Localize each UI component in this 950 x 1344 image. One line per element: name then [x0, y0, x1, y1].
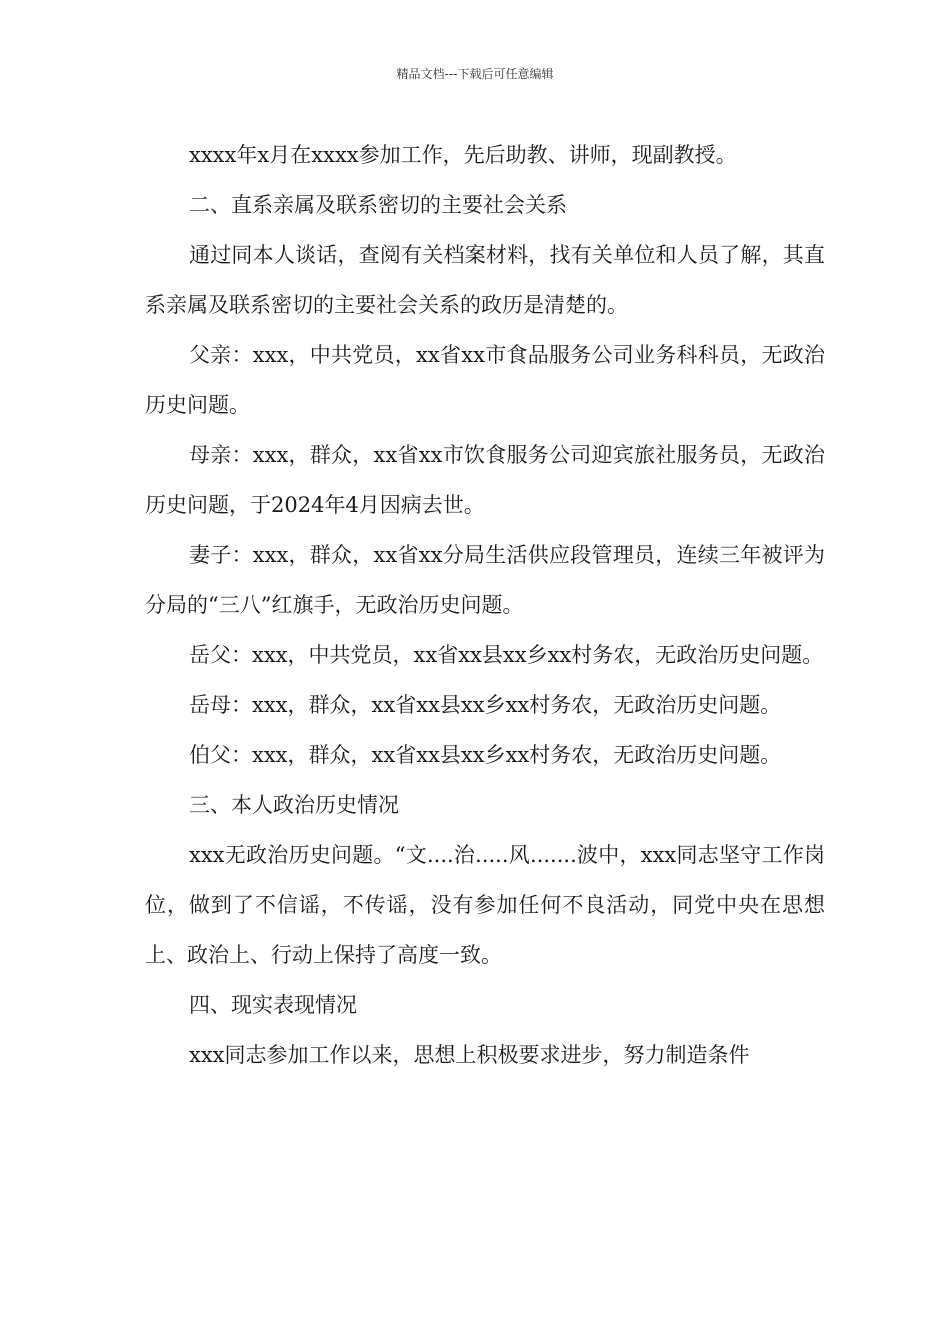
- paragraph-work-history: xxxx年x月在xxxx参加工作，先后助教、讲师，现副教授。: [189, 143, 737, 167]
- paragraph-wife: 妻子：xxx，群众，xx省xx分局生活供应段管理员，连续三年被评为分局的“三八”红旗手，无政治历史问题。: [145, 543, 825, 617]
- paragraph-father: 父亲：xxx，中共党员，xx省xx市食品服务公司业务科科员，无政治历史问题。: [145, 343, 825, 417]
- paragraph-mother: 母亲：xxx，群众，xx省xx市饮食服务公司迎宾旅社服务员，无政治历史问题，于2024年4月因病去世。: [145, 443, 825, 517]
- paragraph-father-in-law: 岳父：xxx，中共党员，xx省xx县xx乡xx村务农，无政治历史问题。: [189, 643, 824, 667]
- paragraph-current-performance: xxx同志参加工作以来，思想上积极要求进步，努力制造条件: [189, 1043, 750, 1067]
- section-heading-political-history: 三、本人政治历史情况: [189, 793, 399, 817]
- section-heading-relations: 二、直系亲属及联系密切的主要社会关系: [189, 193, 567, 217]
- paragraph-mother-in-law: 岳母：xxx，群众，xx省xx县xx乡xx村务农，无政治历史问题。: [189, 693, 782, 717]
- paragraph-relations-summary: 通过同本人谈话，查阅有关档案材料，找有关单位和人员了解，其直系亲属及联系密切的主要社会关系的政历是清楚的。: [145, 243, 825, 317]
- paragraph-political-history: xxx无政治历史问题。“文....治.....风.......波中，xxx同志坚守工作岗位，做到了不信谣，不传谣，没有参加任何不良活动，同党中央在思想上、政治上、行动上保持了高度一致。: [145, 843, 825, 967]
- page-header: 精品文档---下载后可任意编辑: [396, 67, 554, 81]
- section-heading-current-performance: 四、现实表现情况: [189, 993, 357, 1017]
- document-body: [145, 130, 825, 1080]
- paragraph-uncle: 伯父：xxx，群众，xx省xx县xx乡xx村务农，无政治历史问题。: [189, 743, 782, 767]
